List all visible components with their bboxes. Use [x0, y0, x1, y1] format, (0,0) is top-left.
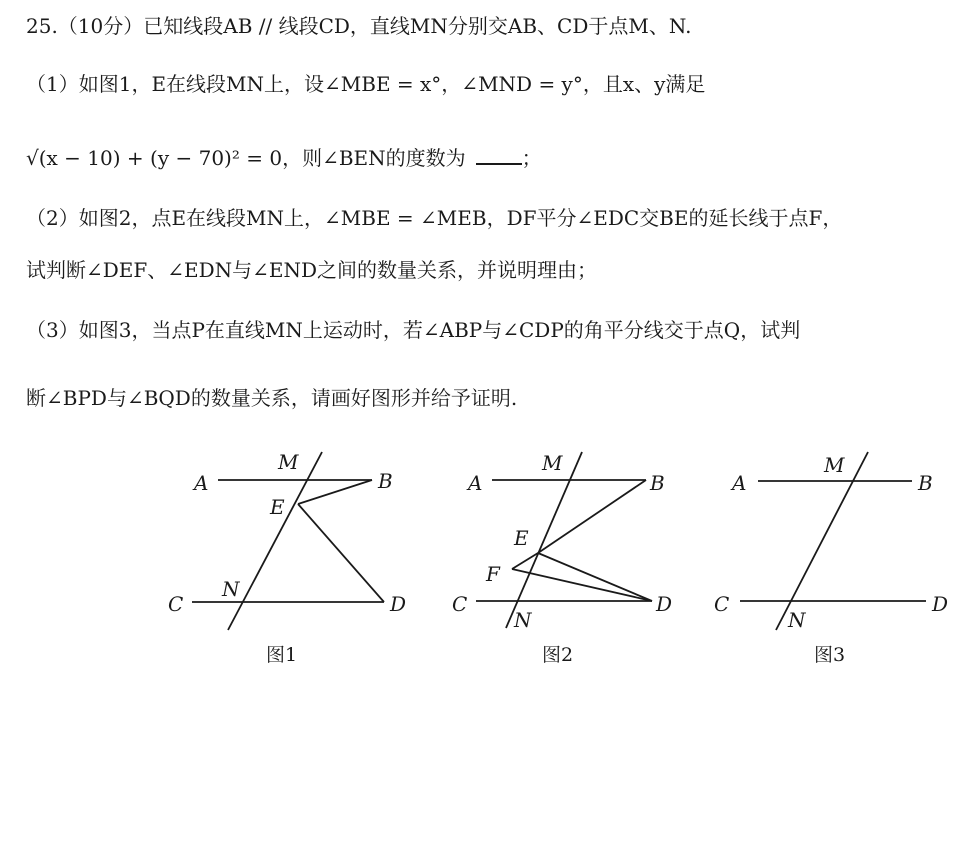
figure-1: [192, 452, 384, 630]
label-b-fig3: B: [918, 471, 933, 495]
answer-blank: [476, 145, 522, 165]
part-2-text: （2）如图2，点E在线段MN上，∠MBE = ∠MEB，DF平分∠EDC交BE的延长线于点F，: [26, 206, 843, 230]
label-c-fig1: C: [168, 592, 184, 616]
label-c-fig2: C: [452, 592, 468, 616]
segment-ed-fig2: [538, 553, 652, 601]
segment-ed-fig1: [298, 504, 384, 602]
label-a-fig2: A: [468, 471, 483, 495]
part-1-question: ，则∠BEN的度数为: [282, 146, 466, 170]
label-n-fig1: N: [222, 577, 240, 601]
radical-formula: √(x − 10) + (y − 70)² = 0: [26, 146, 283, 170]
label-m-fig3: M: [824, 453, 845, 477]
label-d-fig1: D: [390, 592, 407, 616]
label-e-fig2: E: [514, 526, 529, 550]
label-a-fig1: A: [194, 471, 209, 495]
line-mn-fig3: [776, 452, 868, 630]
figure-3-labels: [714, 453, 948, 666]
part-1-formula-line: [26, 144, 542, 172]
label-d-fig3: D: [932, 592, 949, 616]
geometry-figures: [0, 430, 974, 690]
caption-fig3: 图3: [814, 644, 846, 666]
line-mn-fig1: [228, 452, 322, 630]
segment-eb-fig1: [298, 480, 372, 504]
part-1-text: （1）如图1，E在线段MN上，设∠MBE = x°，∠MND = y°，且x、y满足: [26, 72, 706, 96]
label-c-fig3: C: [714, 592, 730, 616]
label-n-fig2: N: [514, 608, 532, 632]
caption-fig1: 图1: [266, 644, 298, 666]
label-d-fig2: D: [656, 592, 673, 616]
label-a-fig3: A: [732, 471, 747, 495]
label-b-fig2: B: [650, 471, 665, 495]
label-e-fig1: E: [270, 495, 285, 519]
figure-2: [476, 452, 652, 628]
label-b-fig1: B: [378, 469, 393, 493]
caption-fig2: 图2: [542, 644, 574, 666]
figure-3: [740, 452, 926, 630]
figure-1-labels: [168, 450, 406, 666]
question-stem: 25.（10分）已知线段AB // 线段CD，直线MN分别交AB、CD于点M、N.: [26, 14, 692, 38]
figure-2-labels: [452, 451, 672, 666]
part-1-end: ；: [521, 146, 542, 170]
part-3-text-cont: 断∠BPD与∠BQD的数量关系，请画好图形并给予证明.: [26, 386, 518, 410]
label-m-fig1: M: [278, 450, 299, 474]
part-2-text-cont: 试判断∠DEF、∠EDN与∠END之间的数量关系，并说明理由；: [26, 258, 598, 282]
part-3-text: （3）如图3，当点P在直线MN上运动时，若∠ABP与∠CDP的角平分线交于点Q，试判: [26, 318, 801, 342]
label-n-fig3: N: [788, 608, 806, 632]
segment-fd-fig2: [512, 569, 652, 601]
label-m-fig2: M: [542, 451, 563, 475]
label-f-fig2: F: [486, 562, 500, 586]
